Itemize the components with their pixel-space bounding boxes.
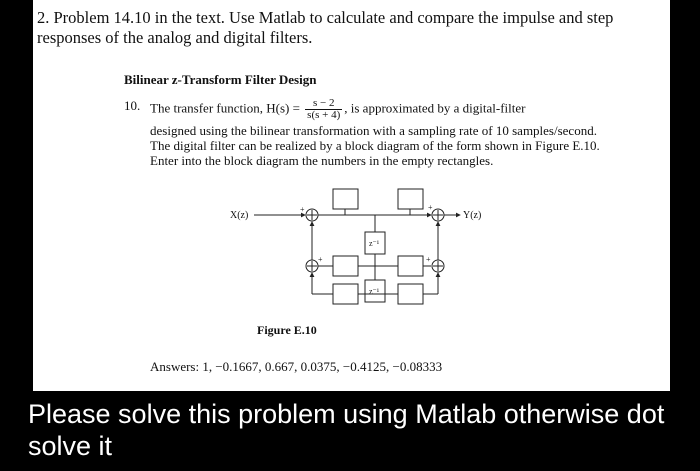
tf-suffix: , is approximated by a digital-filter bbox=[344, 100, 526, 116]
block-diagram bbox=[230, 182, 482, 317]
delay-label-2: z⁻¹ bbox=[369, 287, 380, 296]
question-first-line bbox=[150, 98, 526, 121]
question-number: 10. bbox=[124, 98, 141, 113]
adder-left-mid-plus: + bbox=[318, 255, 323, 264]
coefficient-box-3 bbox=[333, 256, 358, 276]
question-body: designed using the bilinear transformation with a sampling rate of 10 samples/second. The digital filter can be realized by a block diagram of the form shown in Figure E.10. Enter into the block diagram the numbers in the empty rectangles. bbox=[150, 123, 600, 168]
figure-caption: Figure E.10 bbox=[257, 323, 317, 337]
adder-right-mid-plus: + bbox=[426, 255, 431, 264]
coefficient-box-6 bbox=[398, 284, 423, 304]
coefficient-box-4 bbox=[398, 256, 423, 276]
answers-line: Answers: 1, −0.1667, 0.667, 0.0375, −0.4125, −0.08333 bbox=[150, 359, 443, 374]
output-label: Y(z) bbox=[463, 210, 482, 221]
coefficient-box-2 bbox=[398, 189, 423, 209]
coefficient-box-5 bbox=[333, 284, 358, 304]
user-note: Please solve this problem using Matlab otherwise dot solve it bbox=[28, 399, 665, 461]
input-label: X(z) bbox=[230, 210, 249, 221]
section-title: Bilinear z-Transform Filter Design bbox=[124, 72, 317, 87]
transfer-function-fraction bbox=[305, 98, 342, 121]
tf-denominator: s(s + 4) bbox=[307, 109, 341, 121]
adder-left-top-plus: + bbox=[300, 205, 305, 214]
tf-numerator: s − 2 bbox=[305, 98, 342, 110]
coefficient-box-1 bbox=[333, 189, 358, 209]
adder-right-top-plus: + bbox=[428, 203, 433, 212]
tf-prefix: The transfer function, H(s) = bbox=[150, 100, 300, 116]
problem-statement: 2. Problem 14.10 in the text. Use Matlab to calculate and compare the impulse and step responses of the analog and digital filters. bbox=[37, 8, 614, 47]
delay-label-1: z⁻¹ bbox=[369, 239, 380, 248]
